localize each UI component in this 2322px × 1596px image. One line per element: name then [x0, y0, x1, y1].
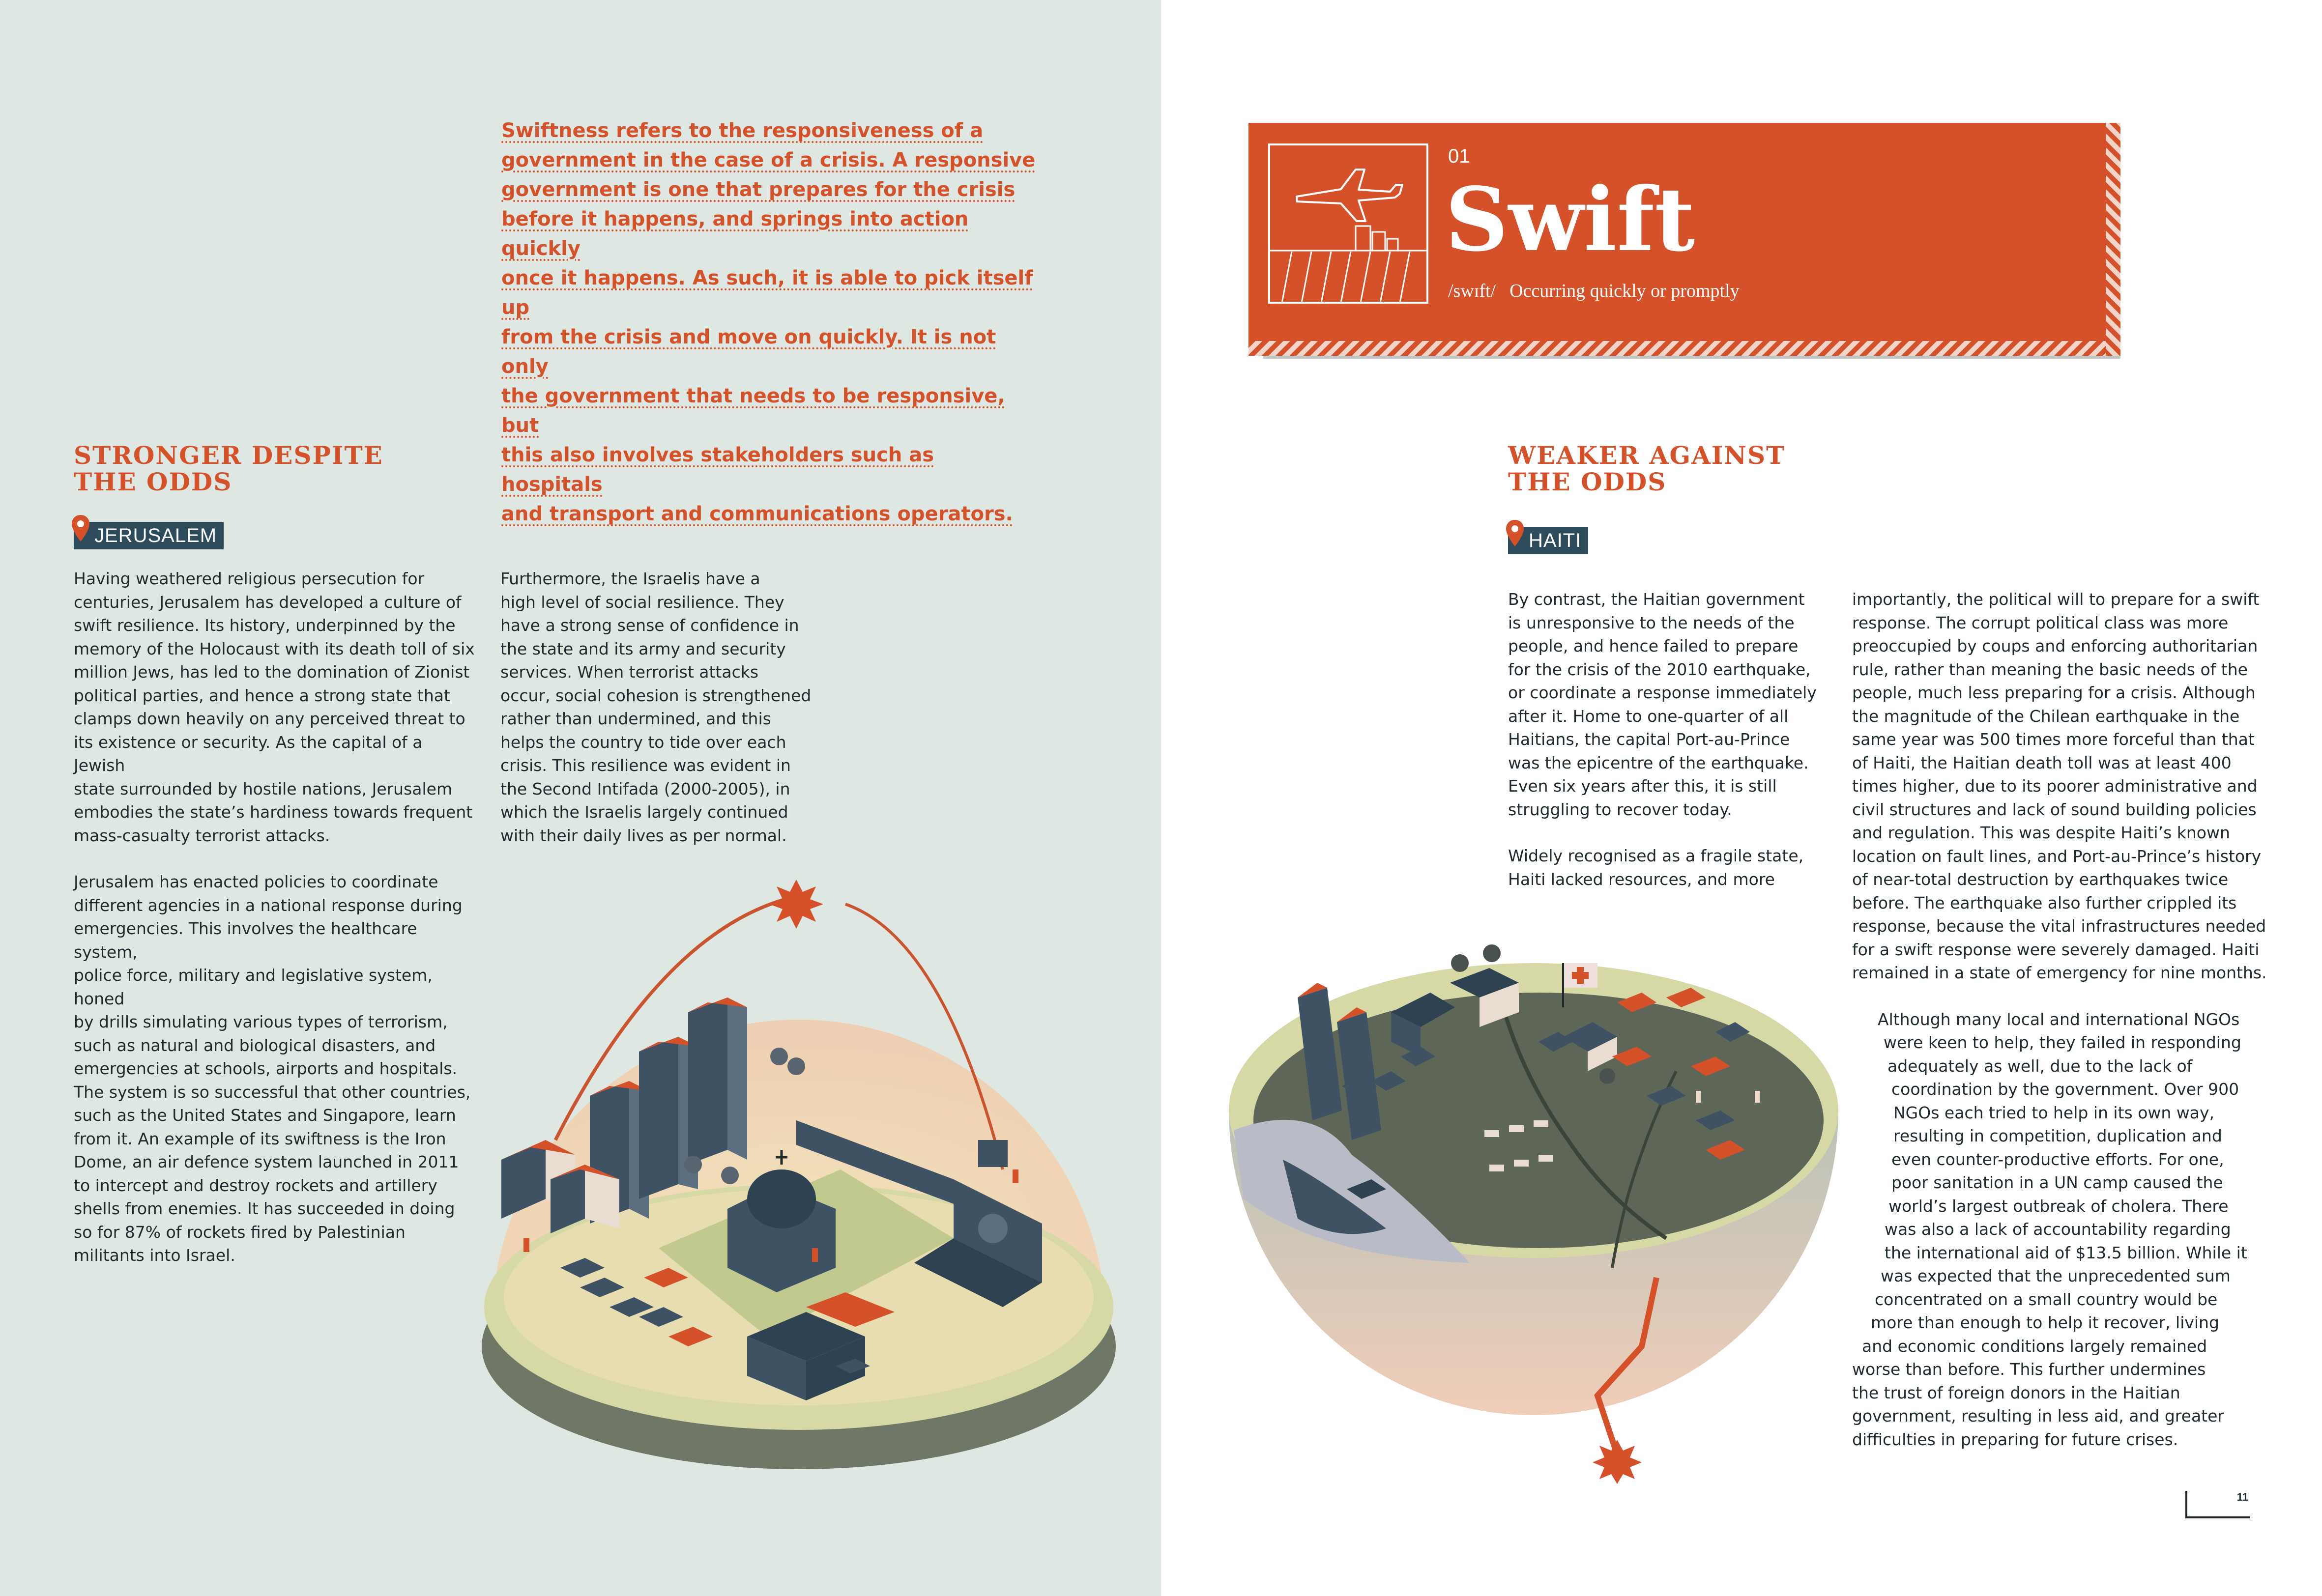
banner-definition: [1448, 280, 1753, 302]
heading-line: STRONGER DESPITE: [74, 441, 383, 470]
banner-hatch-bottom: [1248, 341, 2120, 356]
heading-line: WEAKER AGAINST: [1508, 441, 1786, 470]
right-column-1: [1508, 588, 1842, 891]
page-number: 11: [2185, 1491, 2250, 1518]
paragraph: Having weathered religious persecution for centuries, Jerusalem has developed a culture of swift resilience. Its history, underpinned by the memory of the Holocaust with its death toll of six million Jews, has led to the domination of Zionist political parties, and hence a strong state that clamps down heavily on any perceived threat to its existence or security. As the capital of a Jewish state surrounded by hostile nations, Jerusalem embodies the state’s hardiness towards frequent mass-casualty terrorist attacks.: [74, 569, 475, 845]
banner-hatch-side: [2106, 123, 2120, 356]
location-pin-icon: [71, 514, 90, 543]
location-tag-haiti: [1508, 527, 1588, 554]
banner-title: Swift: [1445, 168, 1695, 271]
heading-line: THE ODDS: [1508, 467, 1667, 496]
jerusalem-dome-illustration: [462, 865, 1140, 1474]
intro-line: Swiftness refers to the responsiveness of a: [501, 119, 984, 142]
paragraph: By contrast, the Haitian government is unresponsive to the needs of the people, and hence failed to prepare for the crisis of the 2010 earthquake, or coordinate a response immediately after it. Home to one-quarter of all Haitians, the capital Port-au-Prince was the epicentre of the earthquake. Even six years after this, it is still struggling to recover today.: [1508, 590, 1817, 819]
intro-line: once it happens. As such, it is able to pick itself up: [501, 267, 1033, 319]
intro-line: this also involves stakeholders such as hospitals: [501, 444, 934, 496]
left-column-1: [74, 567, 477, 1267]
location-label: HAITI: [1529, 530, 1582, 551]
paragraph: Although many local and international NGOs were keen to help, they failed in responding adequately as well, due to the lack of coordination by the government. Over 900 NGOs each tried to help in its own way, resulting in competition, duplication and even counter-productive efforts. For one, poor sanitation in a UN camp caused the world’s largest outbreak of cholera. There was also a lack of accountability regarding the international aid of $13.5 billion. While it was expected that the unprecedented sum concentrated on a small country would be more than enough to help it recover, living and economic conditions largely remained worse than before. This further undermines the trust of foreign donors in the Haitian government, resulting in less aid, and greater difficulties in preparing for future crises.: [1852, 1009, 2247, 1449]
section-number: 01: [1448, 145, 1470, 167]
explosion-icon: [1593, 1440, 1642, 1484]
location-label: JERUSALEM: [94, 525, 217, 546]
left-column-2: [500, 567, 815, 847]
airplane-city-icon: [1267, 142, 1429, 305]
intro-line: from the crisis and move on quickly. It is not only: [501, 326, 996, 378]
definition: Occurring quickly or promptly: [1509, 281, 1740, 301]
paragraph: Widely recognised as a fragile state, Haiti lacked resources, and more: [1508, 846, 1804, 889]
heading-line: THE ODDS: [74, 467, 232, 496]
intro-line: government is one that prepares for the crisis: [501, 178, 1016, 201]
pronunciation: /swɪft/: [1448, 281, 1496, 301]
paragraph: Jerusalem has enacted policies to coordinate different agencies in a national response during emergencies. This involves the healthcare system, police force, military and legislative system, honed by drills simulating various types of terrorism, such as natural and biological disasters, and emergencies at schools, airports and hospitals. The system is so successful that other countries, such as the United States and Singapore, learn from it. An example of its swiftness is the Iron Dome, an air defence system launched in 2011 to intercept and destroy rockets and artillery shells from enemies. It has succeeded in doing so for 87% of rockets fired by Palestinian militants into Israel.: [74, 872, 471, 1265]
left-section-heading: [74, 442, 383, 495]
intro-statement: [501, 116, 1037, 529]
intro-line: and transport and communications operators.: [501, 503, 1013, 525]
location-pin-icon: [1505, 519, 1525, 548]
haiti-bowl-illustration: [1224, 924, 1843, 1484]
paragraph: importantly, the political will to prepare for a swift response. The corrupt political class was more preoccupied by coups and enforcing authoritarian rule, rather than meaning the basic needs of the people, much less preparing for a crisis. Although the magnitude of the Chilean earthquake in the same year was 500 times more forceful than that of Haiti, the Haitian death toll was at least 400 times higher, due to its poorer administrative and civil structures and lack of sound building policies and regulation. This was despite Haiti’s known location on fault lines, and Port-au-Prince’s history of near-total destruction by earthquakes twice before. The earthquake also further crippled its response, because the vital infrastructures needed for a swift response were severely damaged. Haiti remained in a state of emergency for nine months.: [1852, 590, 2267, 982]
explosion-icon: [769, 880, 823, 929]
right-section-heading: [1508, 442, 1785, 495]
right-column-2: [1852, 588, 2285, 1451]
location-tag-jerusalem: [74, 522, 224, 549]
intro-line: government in the case of a crisis. A responsive: [501, 149, 1036, 171]
intro-line: the government that needs to be responsive, but: [501, 385, 1005, 437]
intro-line: before it happens, and springs into action quickly: [501, 208, 969, 260]
paragraph: Furthermore, the Israelis have a high level of social resilience. They have a strong sense of confidence in the state and its army and security services. When terrorist attacks occur, social cohesion is strengthened rather than undermined, and this helps the country to tide over each crisis. This resilience was evident in the Second Intifada (2000-2005), in which the Israelis largely continued with their daily lives as per normal.: [500, 569, 812, 845]
